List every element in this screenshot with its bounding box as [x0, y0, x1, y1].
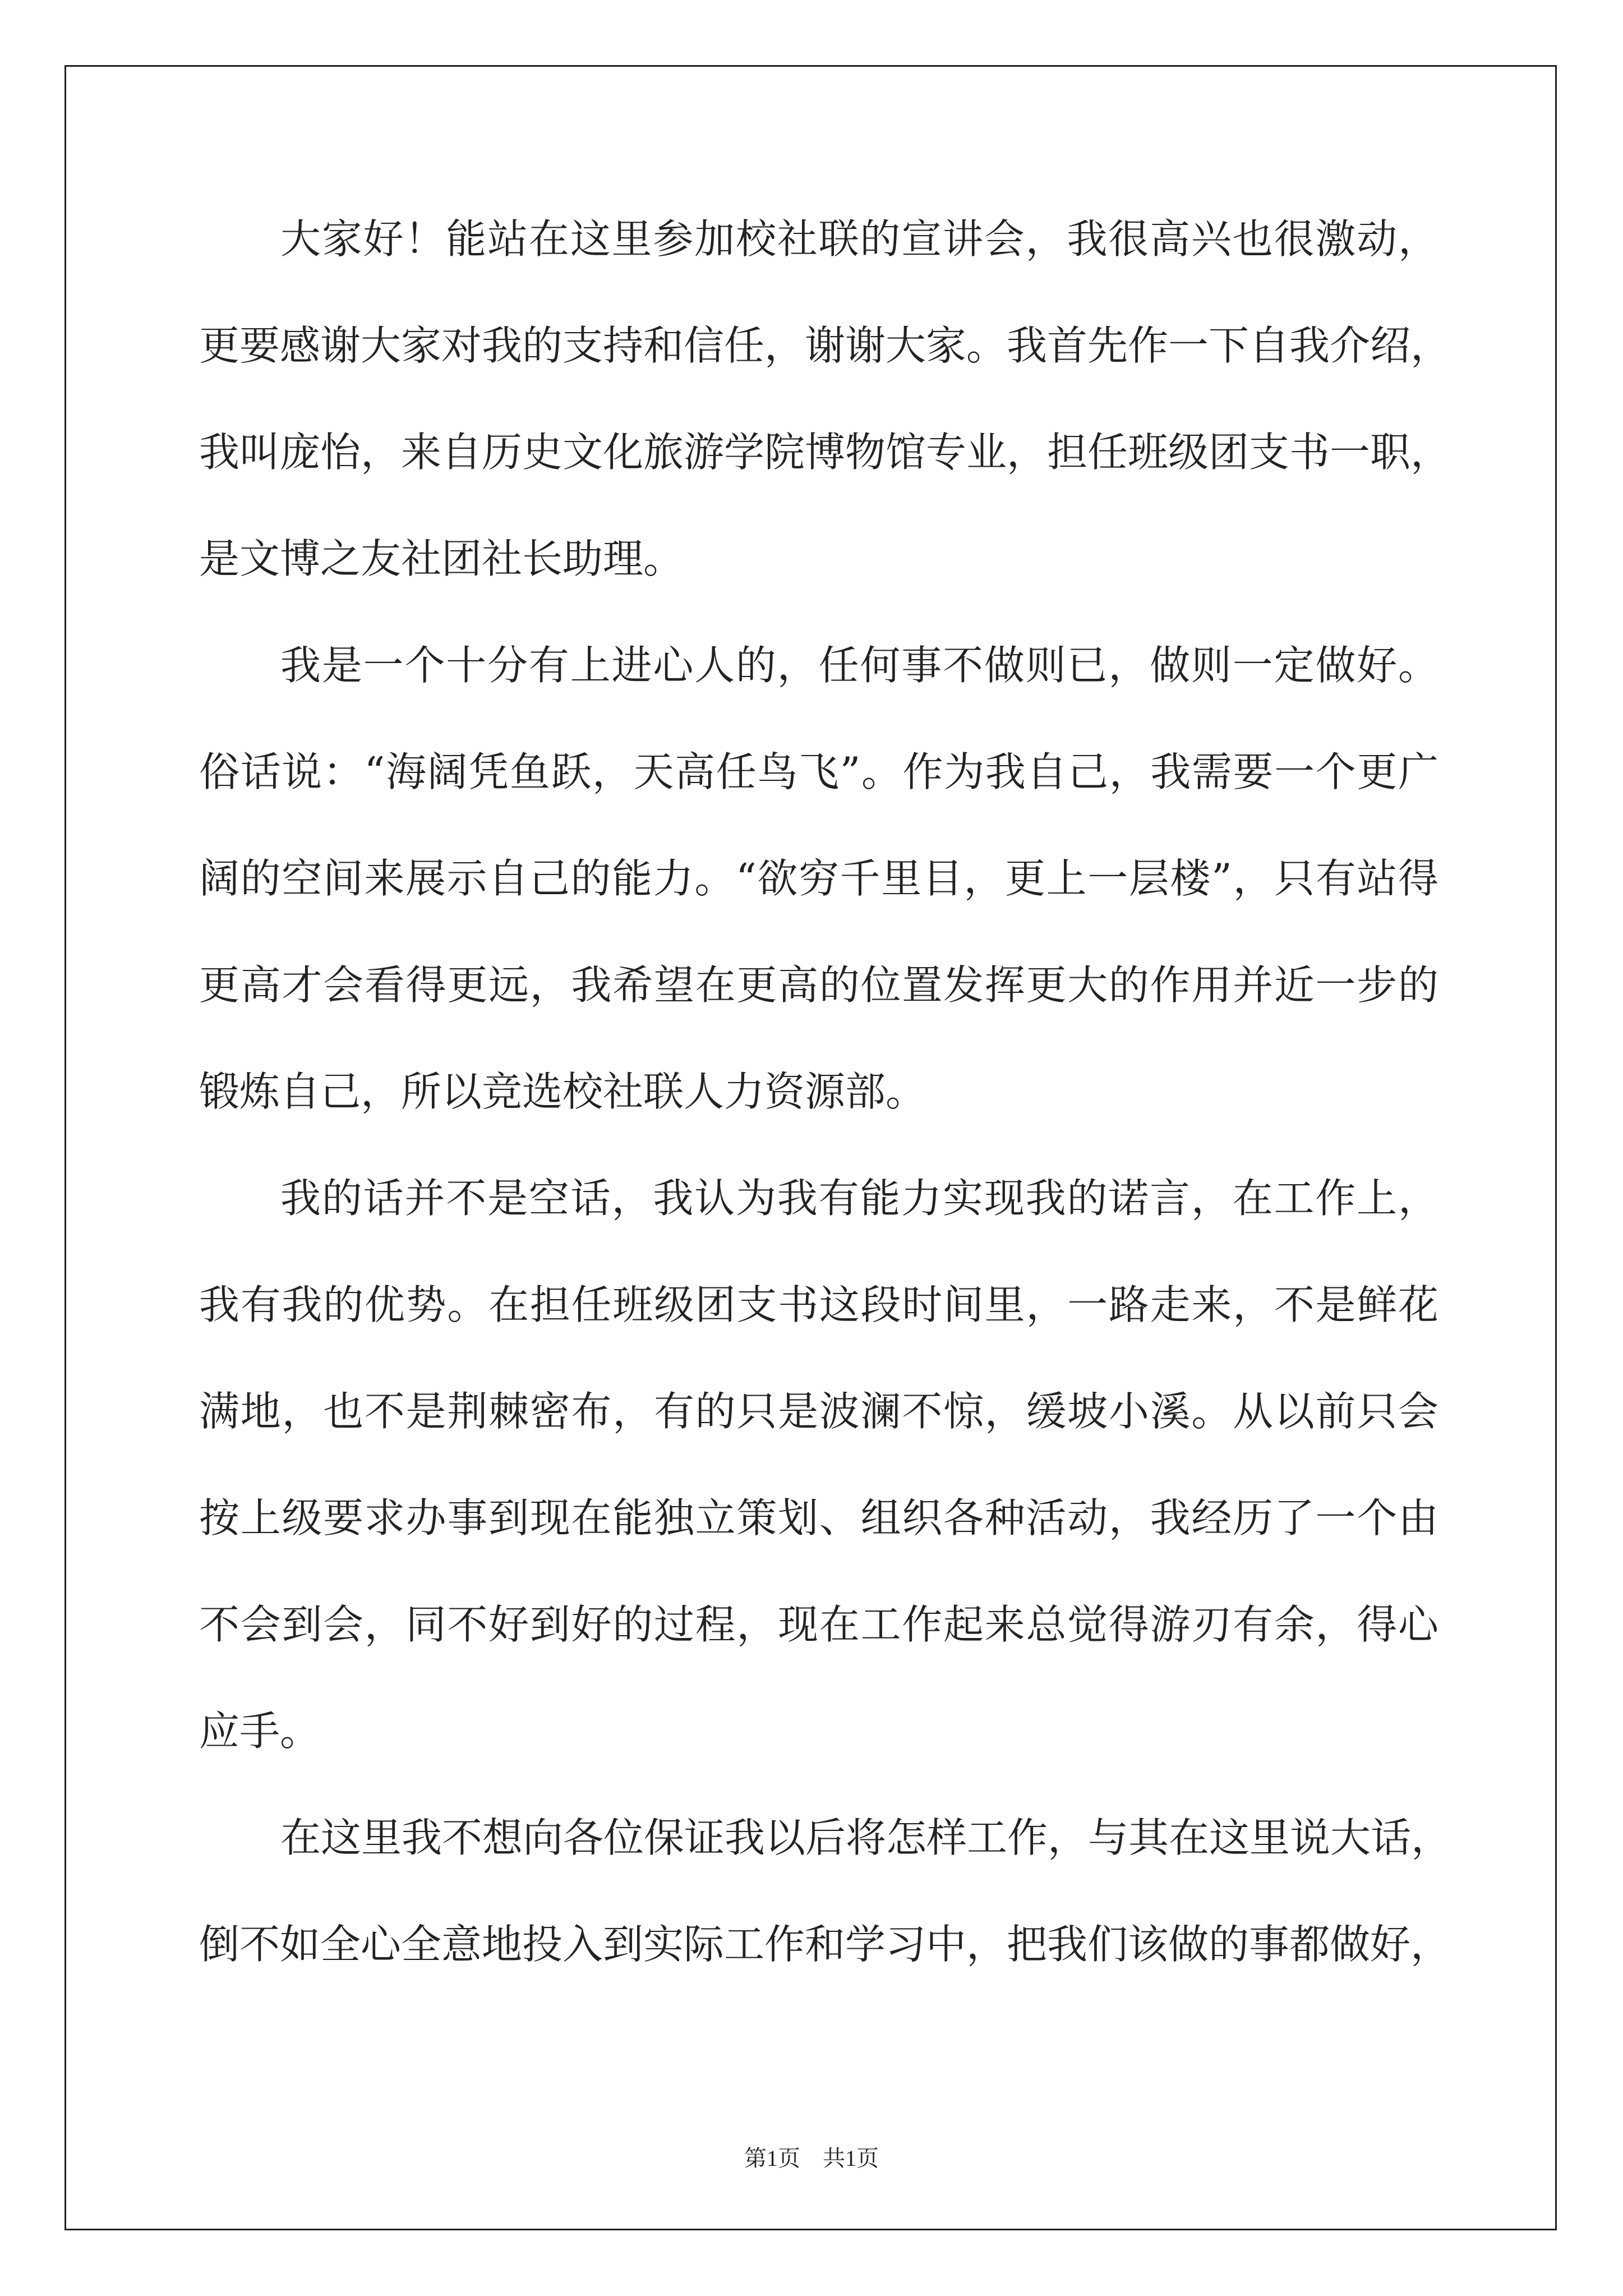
paragraph-3-line-1: 我的话并不是空话，我认为我有能力实现我的诺言，在工作上， — [280, 1175, 1438, 1222]
paragraph-2-line-2: 俗话说：“海阔凭鱼跃，天高任鸟飞”。作为我自己，我需要一个更广 — [199, 748, 1438, 795]
paragraph-3-line-2: 我有我的优势。在担任班级团支书这段时间里，一路走来，不是鲜花 — [199, 1281, 1438, 1328]
page-frame — [64, 65, 1557, 2230]
paragraph-1-line-4: 是文博之友社团社长助理。 — [199, 535, 684, 582]
paragraph-4-line-1: 在这里我不想向各位保证我以后将怎样工作，与其在这里说大话， — [280, 1814, 1452, 1861]
paragraph-4-line-2: 倒不如全心全意地投入到实际工作和学习中，把我们该做的事都做好， — [199, 1921, 1451, 1968]
paragraph-1-line-3: 我叫庞怡，来自历史文化旅游学院博物馆专业，担任班级团支书一职， — [199, 429, 1451, 476]
paragraph-1-line-1: 大家好！能站在这里参加校社联的宣讲会，我很高兴也很激动， — [280, 215, 1438, 263]
paragraph-1-line-2: 更要感谢大家对我的支持和信任，谢谢大家。我首先作一下自我介绍， — [199, 322, 1451, 369]
paragraph-3-line-3: 满地，也不是荆棘密布，有的只是波澜不惊，缓坡小溪。从以前只会 — [199, 1388, 1438, 1435]
paragraph-3-line-6: 应手。 — [199, 1708, 321, 1755]
paragraph-3-line-5: 不会到会，同不好到好的过程，现在工作起来总觉得游刃有余，得心 — [199, 1601, 1438, 1648]
page-number-footer: 第1页 共1页 — [744, 2146, 879, 2171]
paragraph-2-line-4: 更高才会看得更远，我希望在更高的位置发挥更大的作用并近一步的 — [199, 961, 1438, 1009]
paragraph-2-line-3: 阔的空间来展示自己的能力。“欲穷千里目，更上一层楼”，只有站得 — [199, 855, 1438, 902]
paragraph-2-line-5: 锻炼自己，所以竞选校社联人力资源部。 — [199, 1068, 926, 1115]
paragraph-3-line-4: 按上级要求办事到现在能独立策划、组织各种活动，我经历了一个由 — [199, 1494, 1438, 1542]
paragraph-2-line-1: 我是一个十分有上进心人的，任何事不做则已，做则一定做好。 — [280, 642, 1438, 689]
